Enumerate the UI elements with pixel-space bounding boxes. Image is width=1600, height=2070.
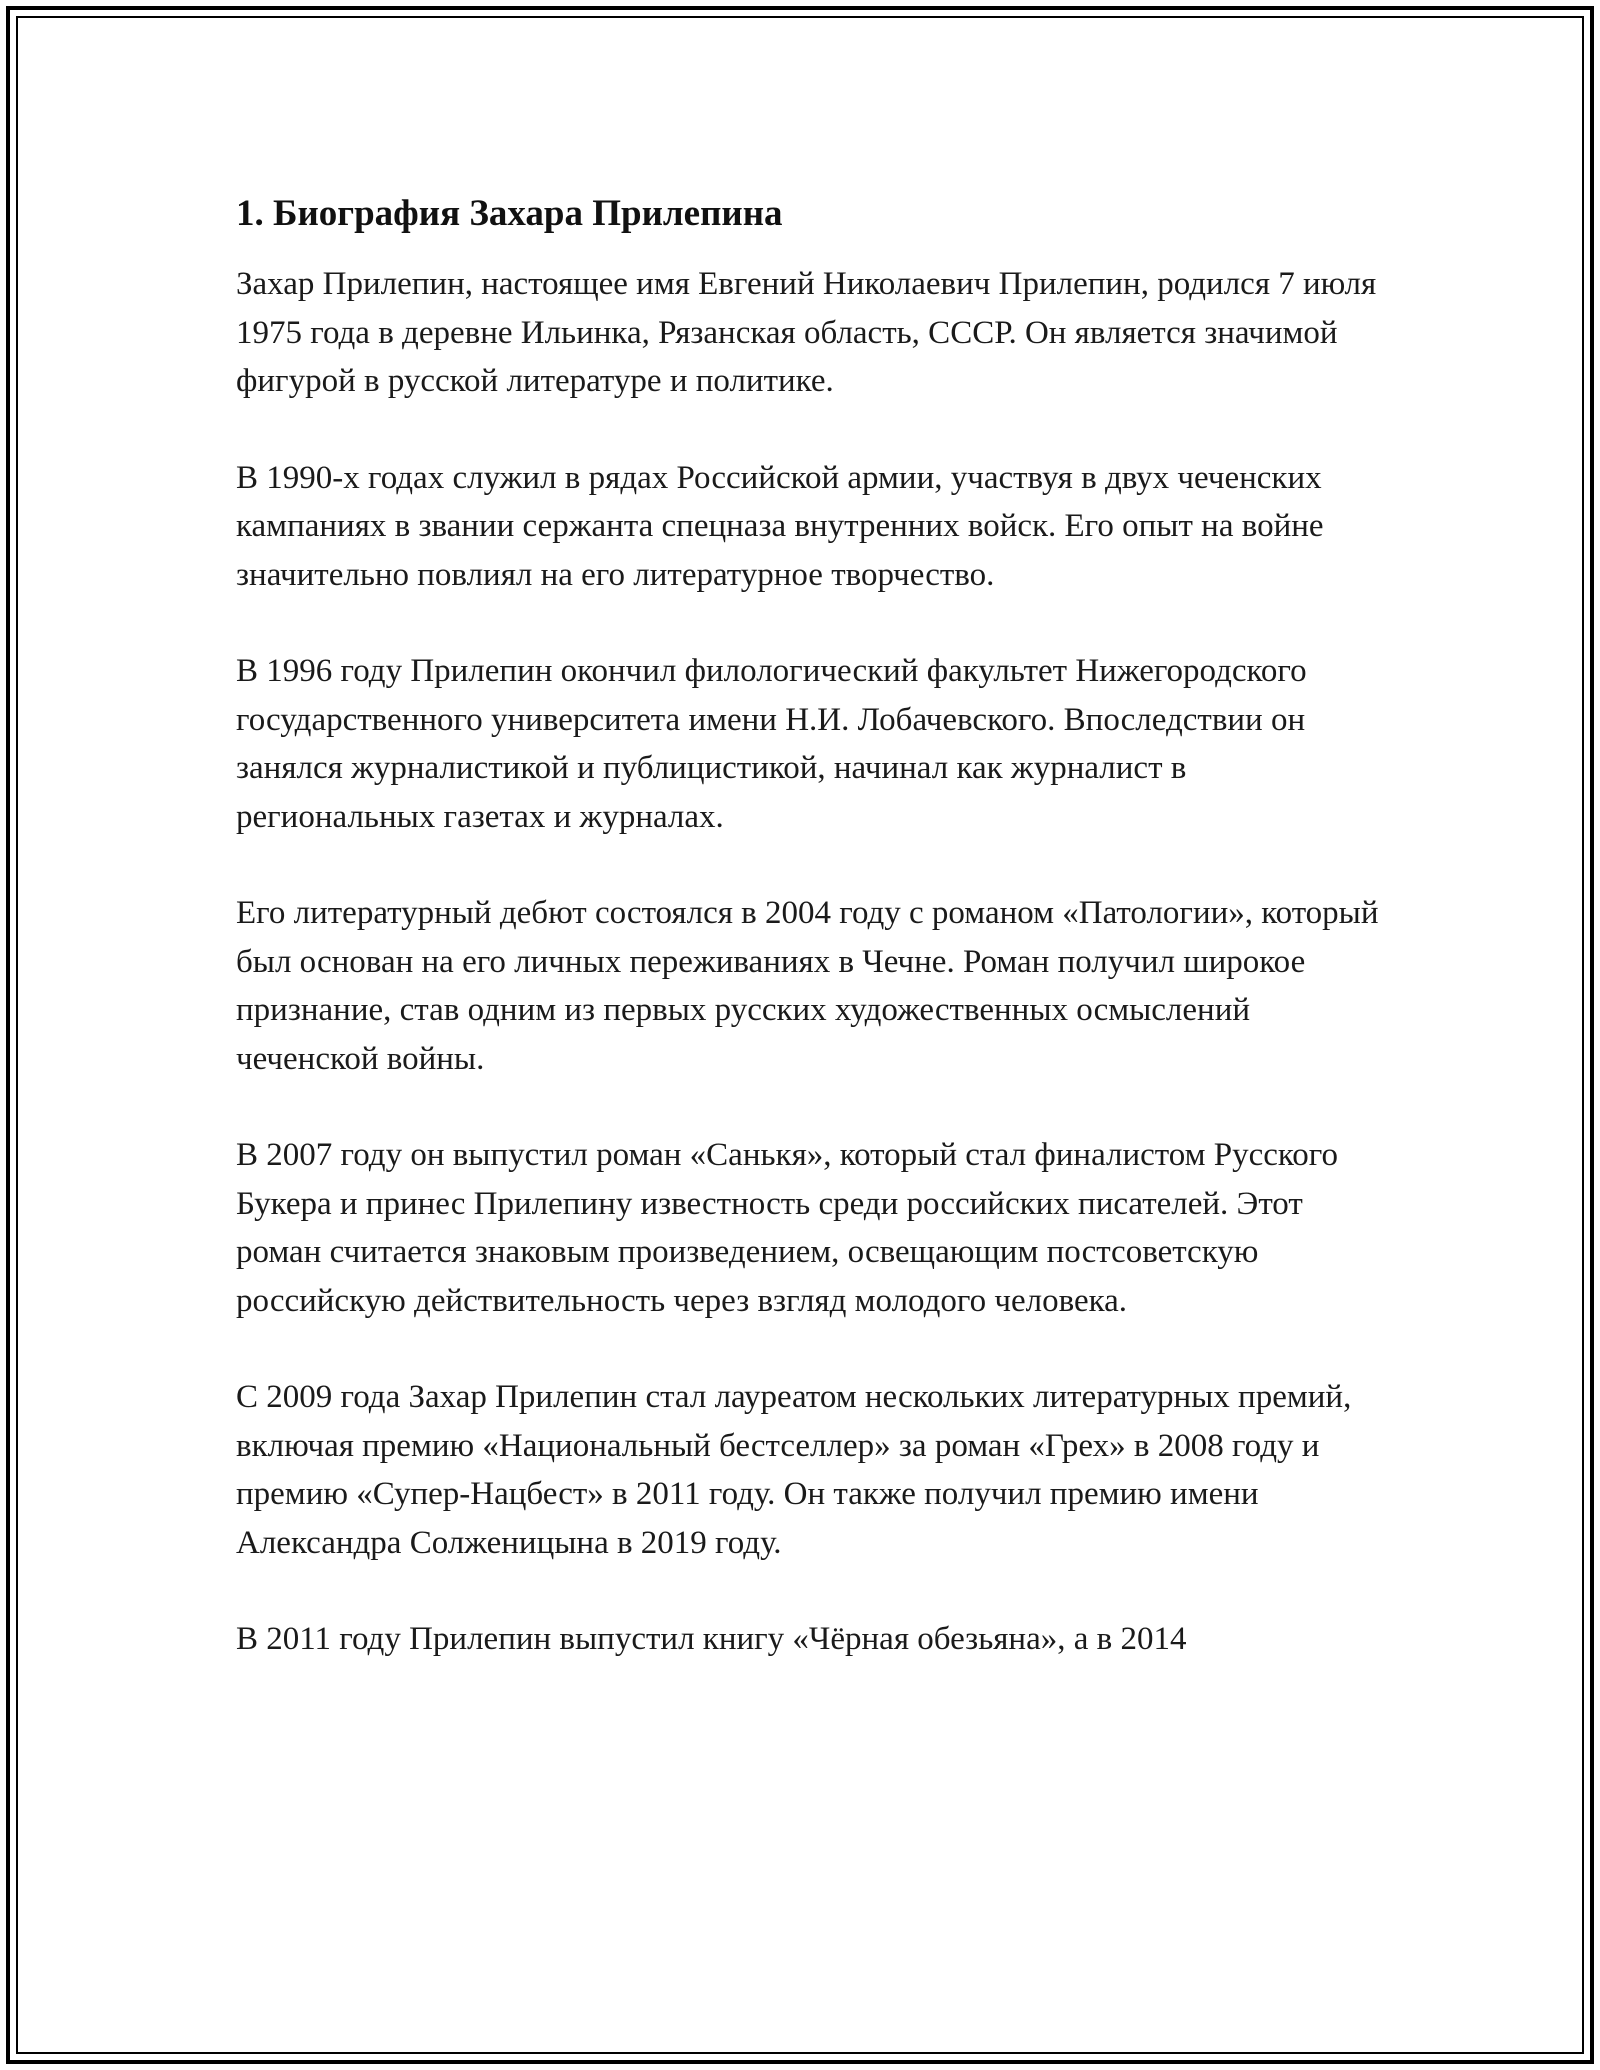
paragraph-army-service: В 1990-х годах служил в рядах Российской армии, участвуя в двух чеченских кампаниях в звании сержанта спецназа внутренних войск. Его опыт на войне значительно повлиял на его литературное творчество. — [236, 459, 1324, 593]
paragraph-black-monkey: В 2011 году Прилепин выпустил книгу «Чёрная обезьяна», а в 2014 — [236, 1621, 1187, 1657]
section-heading: 1. Биография Захара Прилепина — [236, 193, 783, 234]
paragraph-sankya: В 2007 году он выпустил роман «Санькя», который стал финалистом Русского Букера и принес Прилепину известность среди российских писателей. Этот роман считается знаковым произведением, освещающим постсоветскую российскую действительность через взгляд молодого человека. — [236, 1137, 1338, 1319]
document-body — [236, 190, 1386, 1712]
paragraph-education: В 1996 году Прилепин окончил филологический факультет Нижегородского государственного университета имени Н.И. Лобачевского. Впоследствии он занялся журналистикой и публицистикой, начинал как журналист в региональных газетах и журналах. — [236, 653, 1307, 835]
paragraph-debut: Его литературный дебют состоялся в 2004 году с романом «Патологии», который был основан на его личных переживаниях в Чечне. Роман получил широкое признание, став одним из первых русских художественных осмыслений чеченской войны. — [236, 895, 1379, 1077]
paragraph-birth: Захар Прилепин, настоящее имя Евгений Николаевич Прилепин, родился 7 июля 1975 года в деревне Ильинка, Рязанская область, СССР. Он является значимой фигурой в русской литературе и политике. — [236, 266, 1377, 399]
paragraph-awards: С 2009 года Захар Прилепин стал лауреатом нескольких литературных премий, включая премию «Национальный бестселлер» за роман «Грех» в 2008 году и премию «Супер-Нацбест» в 2011 году. Он также получил премию имени Александра Солженицына в 2019 году. — [236, 1379, 1352, 1561]
